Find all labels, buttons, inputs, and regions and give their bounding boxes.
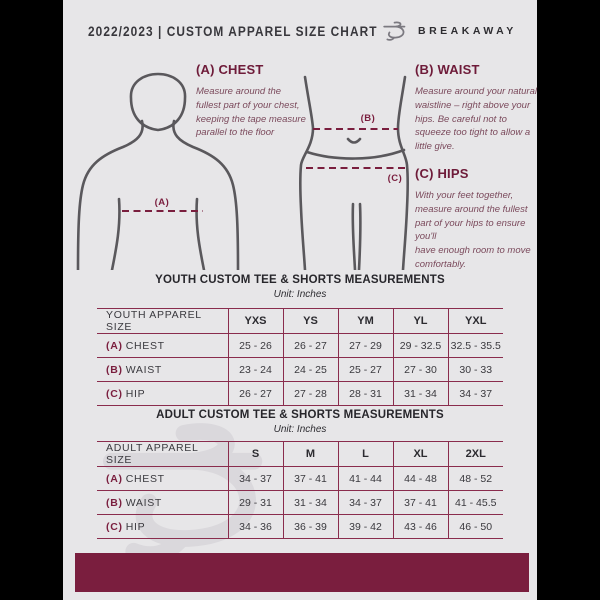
chest-line-label: (A) <box>154 197 170 208</box>
adult-col-s: S <box>228 442 283 467</box>
table-row <box>97 334 503 358</box>
table-row <box>97 358 503 382</box>
table-row <box>97 515 503 539</box>
adult-header-row <box>97 442 503 467</box>
waist-guide-body: Measure around your natural waistline – right above your hips. Be careful not to squeeze too tight to allow a little give. <box>415 86 537 153</box>
youth-size-label: YOUTH APPAREL SIZE <box>97 309 228 334</box>
cell: 34 - 36 <box>228 515 283 539</box>
table-row <box>97 382 503 406</box>
chest-guide-heading: (A) CHEST <box>196 62 264 77</box>
adult-col-xl: XL <box>393 442 448 467</box>
cell: 34 - 37 <box>228 467 283 491</box>
chest-guide-body: Measure around the fullest part of your chest, keeping the tape measure parallel to the floor <box>196 86 306 139</box>
cell: 24 - 25 <box>283 358 338 382</box>
cell: 48 - 52 <box>448 467 503 491</box>
table-row <box>97 467 503 491</box>
cell: 25 - 26 <box>228 334 283 358</box>
hips-guide-body: With your feet together, measure around the fullest part of your hips to ensure you'll <box>415 190 528 243</box>
cell: 27 - 29 <box>338 334 393 358</box>
youth-col-yl: YL <box>393 309 448 334</box>
brand-name: BREAKAWAY <box>418 25 517 37</box>
brand-block <box>383 18 517 44</box>
cell: 34 - 37 <box>448 382 503 406</box>
cell: 26 - 27 <box>228 382 283 406</box>
cell: 29 - 31 <box>228 491 283 515</box>
youth-table-unit: Unit: Inches <box>273 289 327 300</box>
cell: 32.5 - 35.5 <box>448 334 503 358</box>
cell: 37 - 41 <box>393 491 448 515</box>
cell: 36 - 39 <box>283 515 338 539</box>
footer-accent-bar <box>75 553 529 592</box>
adult-size-label: ADULT APPAREL SIZE <box>97 442 228 467</box>
adult-hip-label: (C) HIP <box>97 515 228 539</box>
youth-table-title: YOUTH CUSTOM TEE & SHORTS MEASUREMENTS <box>155 274 445 286</box>
cell: 37 - 41 <box>283 467 338 491</box>
youth-chest-label: (A) CHEST <box>97 334 228 358</box>
hips-line-label: (C) <box>387 173 403 184</box>
cell: 43 - 46 <box>393 515 448 539</box>
youth-waist-label: (B) WAIST <box>97 358 228 382</box>
adult-size-table <box>97 441 503 539</box>
adult-col-l: L <box>338 442 393 467</box>
youth-hip-label: (C) HIP <box>97 382 228 406</box>
adult-col-m: M <box>283 442 338 467</box>
youth-size-table <box>97 308 503 406</box>
waist-guide-heading: (B) WAIST <box>415 62 480 77</box>
youth-col-yxl: YXL <box>448 309 503 334</box>
cell: 44 - 48 <box>393 467 448 491</box>
cell: 41 - 45.5 <box>448 491 503 515</box>
size-chart-page <box>63 0 537 600</box>
youth-col-ym: YM <box>338 309 393 334</box>
cell: 34 - 37 <box>338 491 393 515</box>
cell: 28 - 31 <box>338 382 393 406</box>
cell: 29 - 32.5 <box>393 334 448 358</box>
cell: 31 - 34 <box>393 382 448 406</box>
cell: 26 - 27 <box>283 334 338 358</box>
adult-table-title: ADULT CUSTOM TEE & SHORTS MEASUREMENTS <box>156 409 444 421</box>
adult-chest-label: (A) CHEST <box>97 467 228 491</box>
waist-guide <box>415 62 537 154</box>
adult-waist-label: (B) WAIST <box>97 491 228 515</box>
page-title: 2022/2023 | CUSTOM APPAREL SIZE CHART <box>88 24 378 39</box>
hips-guide <box>415 166 537 272</box>
youth-col-yxs: YXS <box>228 309 283 334</box>
cell: 46 - 50 <box>448 515 503 539</box>
adult-col-2xl: 2XL <box>448 442 503 467</box>
youth-header-row <box>97 309 503 334</box>
cell: 25 - 27 <box>338 358 393 382</box>
cell: 41 - 44 <box>338 467 393 491</box>
cell: 39 - 42 <box>338 515 393 539</box>
cell: 27 - 28 <box>283 382 338 406</box>
cell: 31 - 34 <box>283 491 338 515</box>
waist-line-label: (B) <box>360 113 376 124</box>
breakaway-b-logo-icon <box>383 18 410 44</box>
adult-table-unit: Unit: Inches <box>273 424 327 435</box>
chest-guide <box>196 62 308 140</box>
hips-guide-body-2: have enough room to move comfortably. <box>415 245 531 270</box>
cell: 23 - 24 <box>228 358 283 382</box>
hips-guide-heading: (C) HIPS <box>415 166 469 181</box>
youth-col-ys: YS <box>283 309 338 334</box>
cell: 27 - 30 <box>393 358 448 382</box>
table-row <box>97 491 503 515</box>
cell: 30 - 33 <box>448 358 503 382</box>
